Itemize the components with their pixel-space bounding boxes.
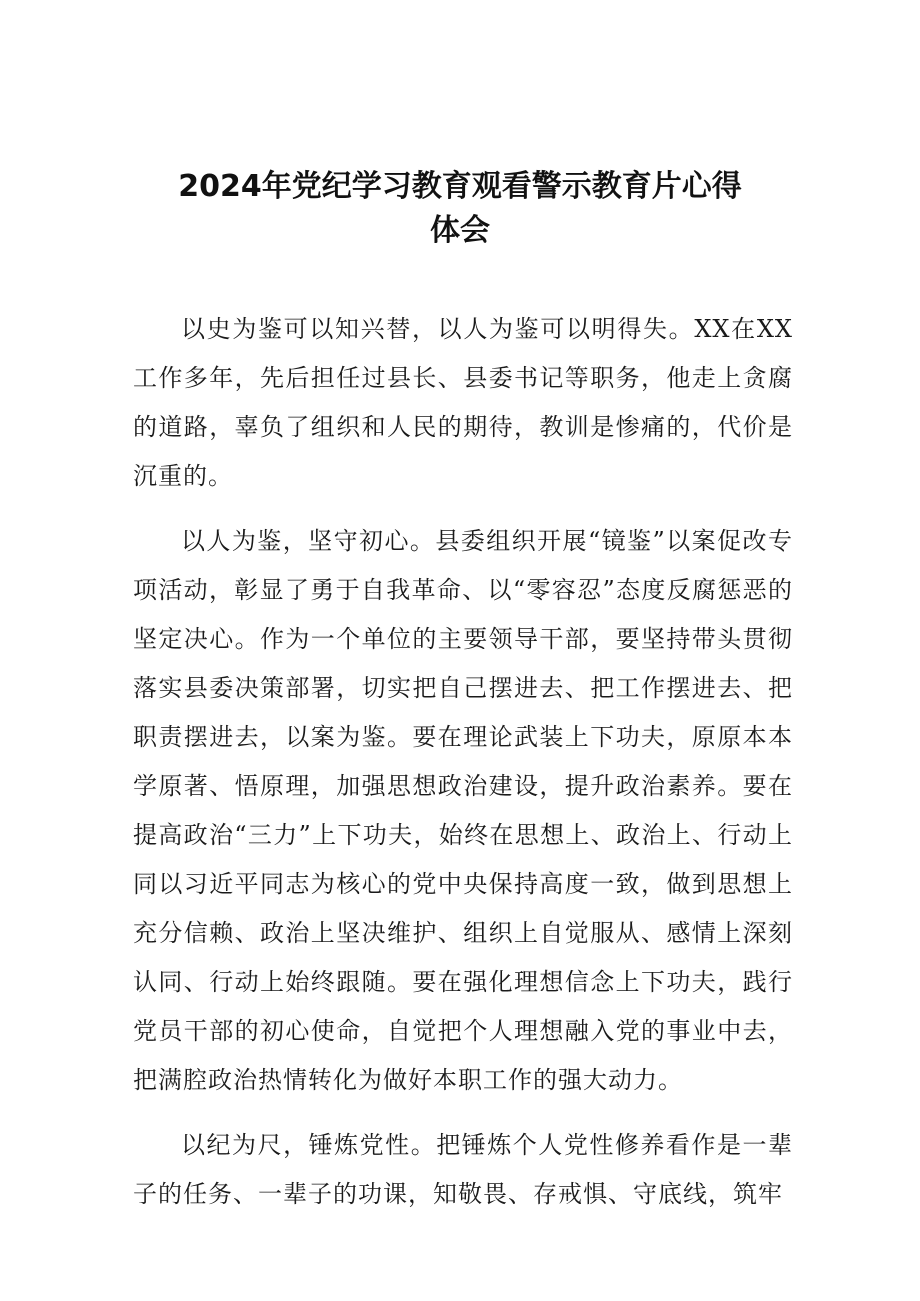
title-line-2: 体会 xyxy=(430,213,490,248)
paragraph-2: 以人为鉴，坚守初心。县委组织开展“镜鉴”以案促改专项活动，彰显了勇于自我革命、以“零容忍”态度反腐惩恶的坚定决心。作为一个单位的主要领导干部，要坚持带头贯彻落实县委决策部署，切实把自己摆进去、把工作摆进去、把职责摆进去，以案为鉴。要在理论武装上下功夫，原原本本学原著、悟原理，加强思想政治建设，提升政治素养。要在提高政治“三力”上下功夫，始终在思想上、政治上、行动上同以习近平同志为核心的党中央保持高度一致，做到思想上充分信赖、政治上坚决维护、组织上自觉服从、感情上深刻认同、行动上始终跟随。要在强化理想信念上下功夫，践行党员干部的初心使命，自觉把个人理想融入党的事业中去，把满腔政治热情转化为做好本职工作的强大动力。 xyxy=(133,527,793,1094)
paragraph-3: 以纪为尺，锤炼党性。把锤炼个人党性修养看作是一辈子的任务、一辈子的功课，知敬畏、存戒惧、守底线，筑牢 xyxy=(133,1131,793,1208)
document-title xyxy=(100,165,820,253)
document-body xyxy=(133,305,793,1235)
title-line-1: 2024年党纪学习教育观看警示教育片心得 xyxy=(178,169,742,204)
paragraph-1: 以史为鉴可以知兴替，以人为鉴可以明得失。XX在XX工作多年，先后担任过县长、县委书记等职务，他走上贪腐的道路，辜负了组织和人民的期待，教训是惨痛的，代价是沉重的。 xyxy=(133,315,793,490)
